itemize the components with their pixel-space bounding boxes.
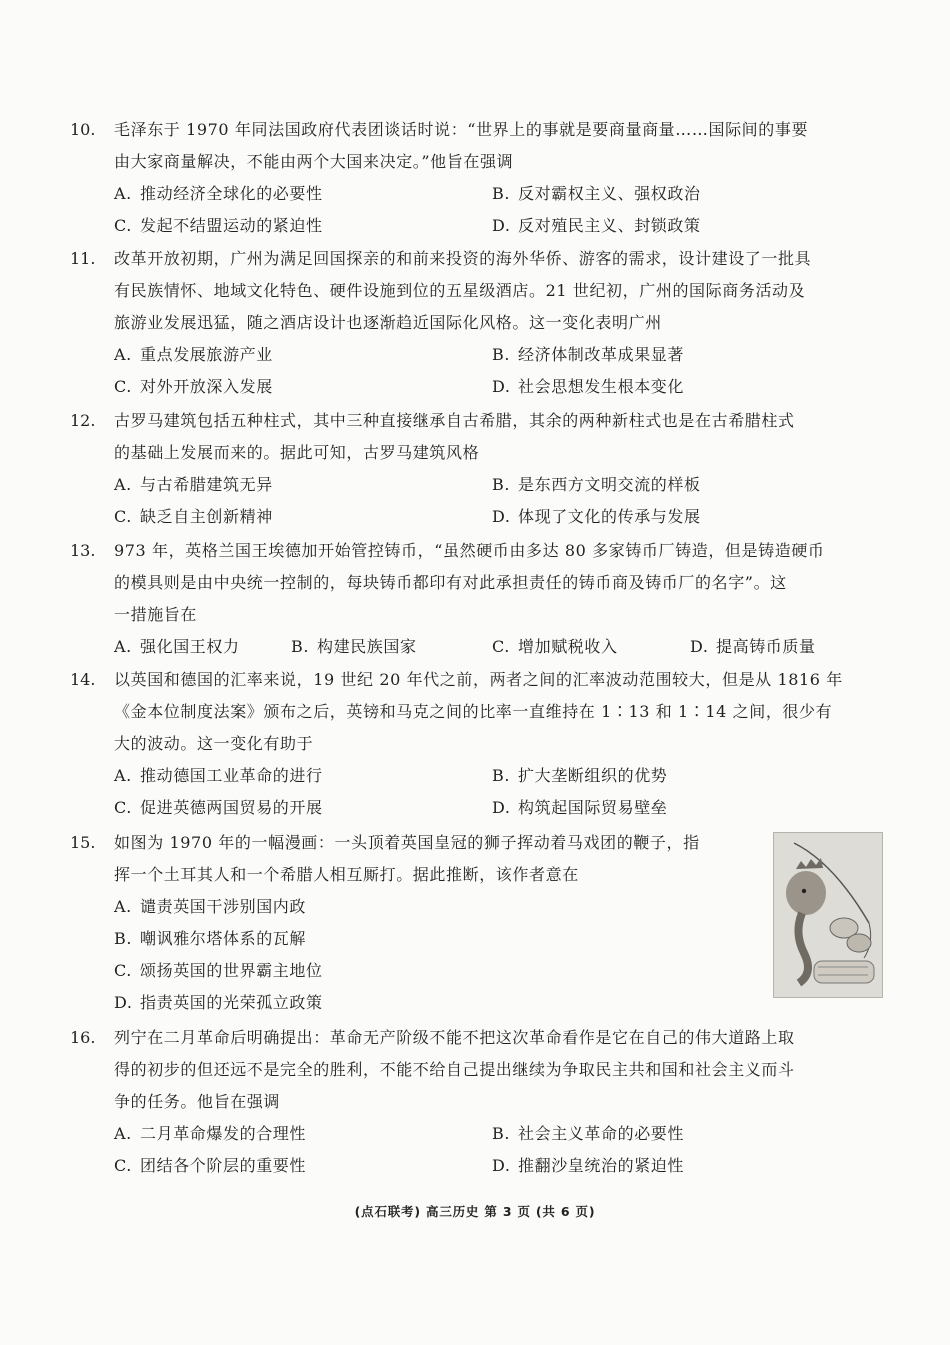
option-d[interactable]: [492, 792, 667, 824]
question-number: 16.: [70, 1028, 96, 1047]
question-stem-line: [70, 664, 890, 696]
option-c[interactable]: [114, 1150, 306, 1182]
option-letter: A.: [114, 897, 132, 916]
option-text: 团结各个阶层的重要性: [140, 1156, 307, 1175]
option-letter: B.: [114, 929, 133, 948]
option-d[interactable]: [492, 371, 684, 403]
option-text: 推动经济全球化的必要性: [140, 184, 323, 203]
question-number: 15.: [70, 833, 96, 852]
option-text: 经济体制改革成果显著: [518, 345, 685, 364]
question-stem-text: 《金本位制度法案》颁布之后，英镑和马克之间的比率一直维持在 1∶13 和 1∶14 之间，很少有: [114, 702, 833, 721]
option-text: 谴责英国干涉别国内政: [140, 897, 307, 916]
option-d[interactable]: [492, 210, 701, 242]
question-15: [70, 827, 890, 1019]
option-a[interactable]: [114, 891, 306, 923]
option-a[interactable]: [114, 1118, 306, 1150]
option-letter: C.: [114, 961, 132, 980]
question-stem-line: [70, 146, 890, 178]
question-number: 10.: [70, 120, 96, 139]
question-stem-text: 有民族情怀、地域文化特色、硬件设施到位的五星级酒店。21 世纪初，广州的国际商务活动及: [114, 281, 806, 300]
options: [70, 631, 890, 663]
option-a[interactable]: [114, 339, 273, 371]
question-number: 14.: [70, 670, 96, 689]
question-13: [70, 535, 890, 663]
option-c[interactable]: [114, 501, 273, 533]
question-stem-line: [70, 307, 890, 339]
options: [70, 178, 890, 242]
options: [70, 891, 890, 1019]
option-b[interactable]: [492, 469, 701, 501]
option-b[interactable]: [291, 631, 417, 663]
option-letter: D.: [492, 1156, 511, 1175]
option-b[interactable]: [492, 760, 667, 792]
question-stem-text: 由大家商量解决，不能由两个大国来决定。”他旨在强调: [114, 152, 514, 171]
option-letter: C.: [114, 507, 132, 526]
option-text: 促进英德两国贸易的开展: [140, 798, 323, 817]
question-stem-text: 毛泽东于 1970 年同法国政府代表团谈话时说：“世界上的事就是要商量商量……国际间的事要: [114, 120, 809, 139]
option-letter: D.: [492, 798, 511, 817]
option-letter: A.: [114, 637, 132, 656]
question-stem-line: [70, 1022, 890, 1054]
option-letter: D.: [690, 637, 709, 656]
option-letter: A.: [114, 766, 132, 785]
options: [70, 339, 890, 403]
option-text: 与古希腊建筑无异: [140, 475, 273, 494]
option-text: 推动德国工业革命的进行: [140, 766, 323, 785]
option-letter: B.: [492, 184, 511, 203]
option-text: 构建民族国家: [317, 637, 417, 656]
option-text: 构筑起国际贸易壁垒: [518, 798, 668, 817]
cartoon-lion-ringmaster-image: [774, 833, 882, 997]
option-letter: A.: [114, 475, 132, 494]
question-stem-text: 争的任务。他旨在强调: [114, 1092, 281, 1111]
option-text: 增加赋税收入: [518, 637, 618, 656]
option-letter: B.: [492, 345, 511, 364]
question-stem-text: 的基础上发展而来的。据此可知，古罗马建筑风格: [114, 443, 480, 462]
option-b[interactable]: [492, 339, 684, 371]
option-text: 社会思想发生根本变化: [518, 377, 685, 396]
option-d[interactable]: [492, 501, 701, 533]
question-stem-line: [70, 243, 890, 275]
question-stem-line: [70, 696, 890, 728]
option-a[interactable]: [114, 760, 323, 792]
options: [70, 1118, 890, 1182]
cartoon-illustration: [773, 832, 883, 998]
option-letter: A.: [114, 184, 132, 203]
question-stem-line: [70, 535, 890, 567]
question-stem-line: [70, 437, 890, 469]
option-d[interactable]: [114, 987, 323, 1019]
question-stem-text: 以英国和德国的汇率来说，19 世纪 20 年代之前，两者之间的汇率波动范围较大，但是从 1816 年: [114, 670, 843, 689]
option-a[interactable]: [114, 631, 240, 663]
option-letter: A.: [114, 345, 132, 364]
option-letter: B.: [492, 1124, 511, 1143]
question-stem-text: 列宁在二月革命后明确提出：革命无产阶级不能不把这次革命看作是它在自己的伟大道路上取: [114, 1028, 795, 1047]
question-stem-line: [70, 405, 890, 437]
page-footer: (点石联考) 高三历史 第 3 页 (共 6 页): [354, 1204, 596, 1219]
option-letter: C.: [492, 637, 510, 656]
question-16: [70, 1022, 890, 1182]
option-text: 扩大垄断组织的优势: [518, 766, 668, 785]
options: [70, 760, 890, 824]
question-stem-line: [70, 275, 890, 307]
option-letter: D.: [492, 216, 511, 235]
option-text: 缺乏自主创新精神: [140, 507, 273, 526]
question-stem-text: 旅游业发展迅猛，随之酒店设计也逐渐趋近国际化风格。这一变化表明广州: [114, 313, 662, 332]
option-text: 重点发展旅游产业: [140, 345, 273, 364]
option-d[interactable]: [492, 1150, 684, 1182]
question-stem-line: [70, 859, 890, 891]
option-a[interactable]: [114, 178, 323, 210]
option-letter: B.: [492, 475, 511, 494]
option-text: 强化国王权力: [140, 637, 240, 656]
option-text: 社会主义革命的必要性: [518, 1124, 685, 1143]
question-stem-text: 973 年，英格兰国王埃德加开始管控铸币，“虽然硬币由多达 80 多家铸币厂铸造，但是铸造硬币: [114, 541, 825, 560]
question-stem-line: [70, 1054, 890, 1086]
question-number: 13.: [70, 541, 96, 560]
question-stem-text: 大的波动。这一变化有助于: [114, 734, 314, 753]
question-stem-text: 的模具则是由中央统一控制的，每块铸币都印有对此承担责任的铸币商及铸币厂的名字”。这: [114, 573, 787, 592]
question-10: [70, 114, 890, 242]
option-c[interactable]: [114, 955, 323, 987]
option-c[interactable]: [492, 631, 618, 663]
option-text: 对外开放深入发展: [140, 377, 273, 396]
option-text: 是东西方文明交流的样板: [518, 475, 701, 494]
question-number: 11.: [70, 249, 96, 268]
option-b[interactable]: [492, 178, 701, 210]
option-c[interactable]: [114, 210, 323, 242]
option-text: 反对殖民主义、封锁政策: [518, 216, 701, 235]
option-letter: A.: [114, 1124, 132, 1143]
option-letter: C.: [114, 1156, 132, 1175]
option-letter: B.: [492, 766, 511, 785]
question-12: [70, 405, 890, 533]
question-number: 12.: [70, 411, 96, 430]
option-letter: D.: [492, 377, 511, 396]
option-letter: D.: [492, 507, 511, 526]
option-letter: C.: [114, 216, 132, 235]
option-text: 二月革命爆发的合理性: [140, 1124, 307, 1143]
option-text: 嘲讽雅尔塔体系的瓦解: [140, 929, 307, 948]
question-stem-line: [70, 599, 890, 631]
options: [70, 469, 890, 533]
option-text: 反对霸权主义、强权政治: [518, 184, 701, 203]
question-stem-line: [70, 827, 890, 859]
option-letter: C.: [114, 377, 132, 396]
option-text: 颂扬英国的世界霸主地位: [140, 961, 323, 980]
option-c[interactable]: [114, 371, 273, 403]
question-14: [70, 664, 890, 824]
question-stem-line: [70, 114, 890, 146]
option-text: 体现了文化的传承与发展: [518, 507, 701, 526]
question-stem-text: 一措施旨在: [114, 605, 198, 624]
option-text: 推翻沙皇统治的紧迫性: [518, 1156, 685, 1175]
option-a[interactable]: [114, 469, 273, 501]
question-stem-text: 如图为 1970 年的一幅漫画：一头顶着英国皇冠的狮子挥动着马戏团的鞭子，指: [114, 833, 700, 852]
question-stem-text: 古罗马建筑包括五种柱式，其中三种直接继承自古希腊，其余的两种新柱式也是在古希腊柱式: [114, 411, 795, 430]
question-stem-text: 得的初步的但还远不是完全的胜利，不能不给自己提出继续为争取民主共和国和社会主义而斗: [114, 1060, 795, 1079]
option-letter: D.: [114, 993, 133, 1012]
option-letter: B.: [291, 637, 310, 656]
question-stem-line: [70, 728, 890, 760]
question-stem-text: 挥一个土耳其人和一个希腊人相互厮打。据此推断，该作者意在: [114, 865, 579, 884]
question-stem-text: 改革开放初期，广州为满足回国探亲的和前来投资的海外华侨、游客的需求，设计建设了一批具: [114, 249, 812, 268]
option-text: 提高铸币质量: [716, 637, 816, 656]
option-c[interactable]: [114, 792, 323, 824]
question-11: [70, 243, 890, 403]
option-b[interactable]: [492, 1118, 684, 1150]
question-stem-line: [70, 1086, 890, 1118]
question-stem-line: [70, 567, 890, 599]
option-text: 发起不结盟运动的紧迫性: [140, 216, 323, 235]
option-d[interactable]: [690, 631, 816, 663]
option-text: 指责英国的光荣孤立政策: [140, 993, 323, 1012]
option-b[interactable]: [114, 923, 306, 955]
option-letter: C.: [114, 798, 132, 817]
